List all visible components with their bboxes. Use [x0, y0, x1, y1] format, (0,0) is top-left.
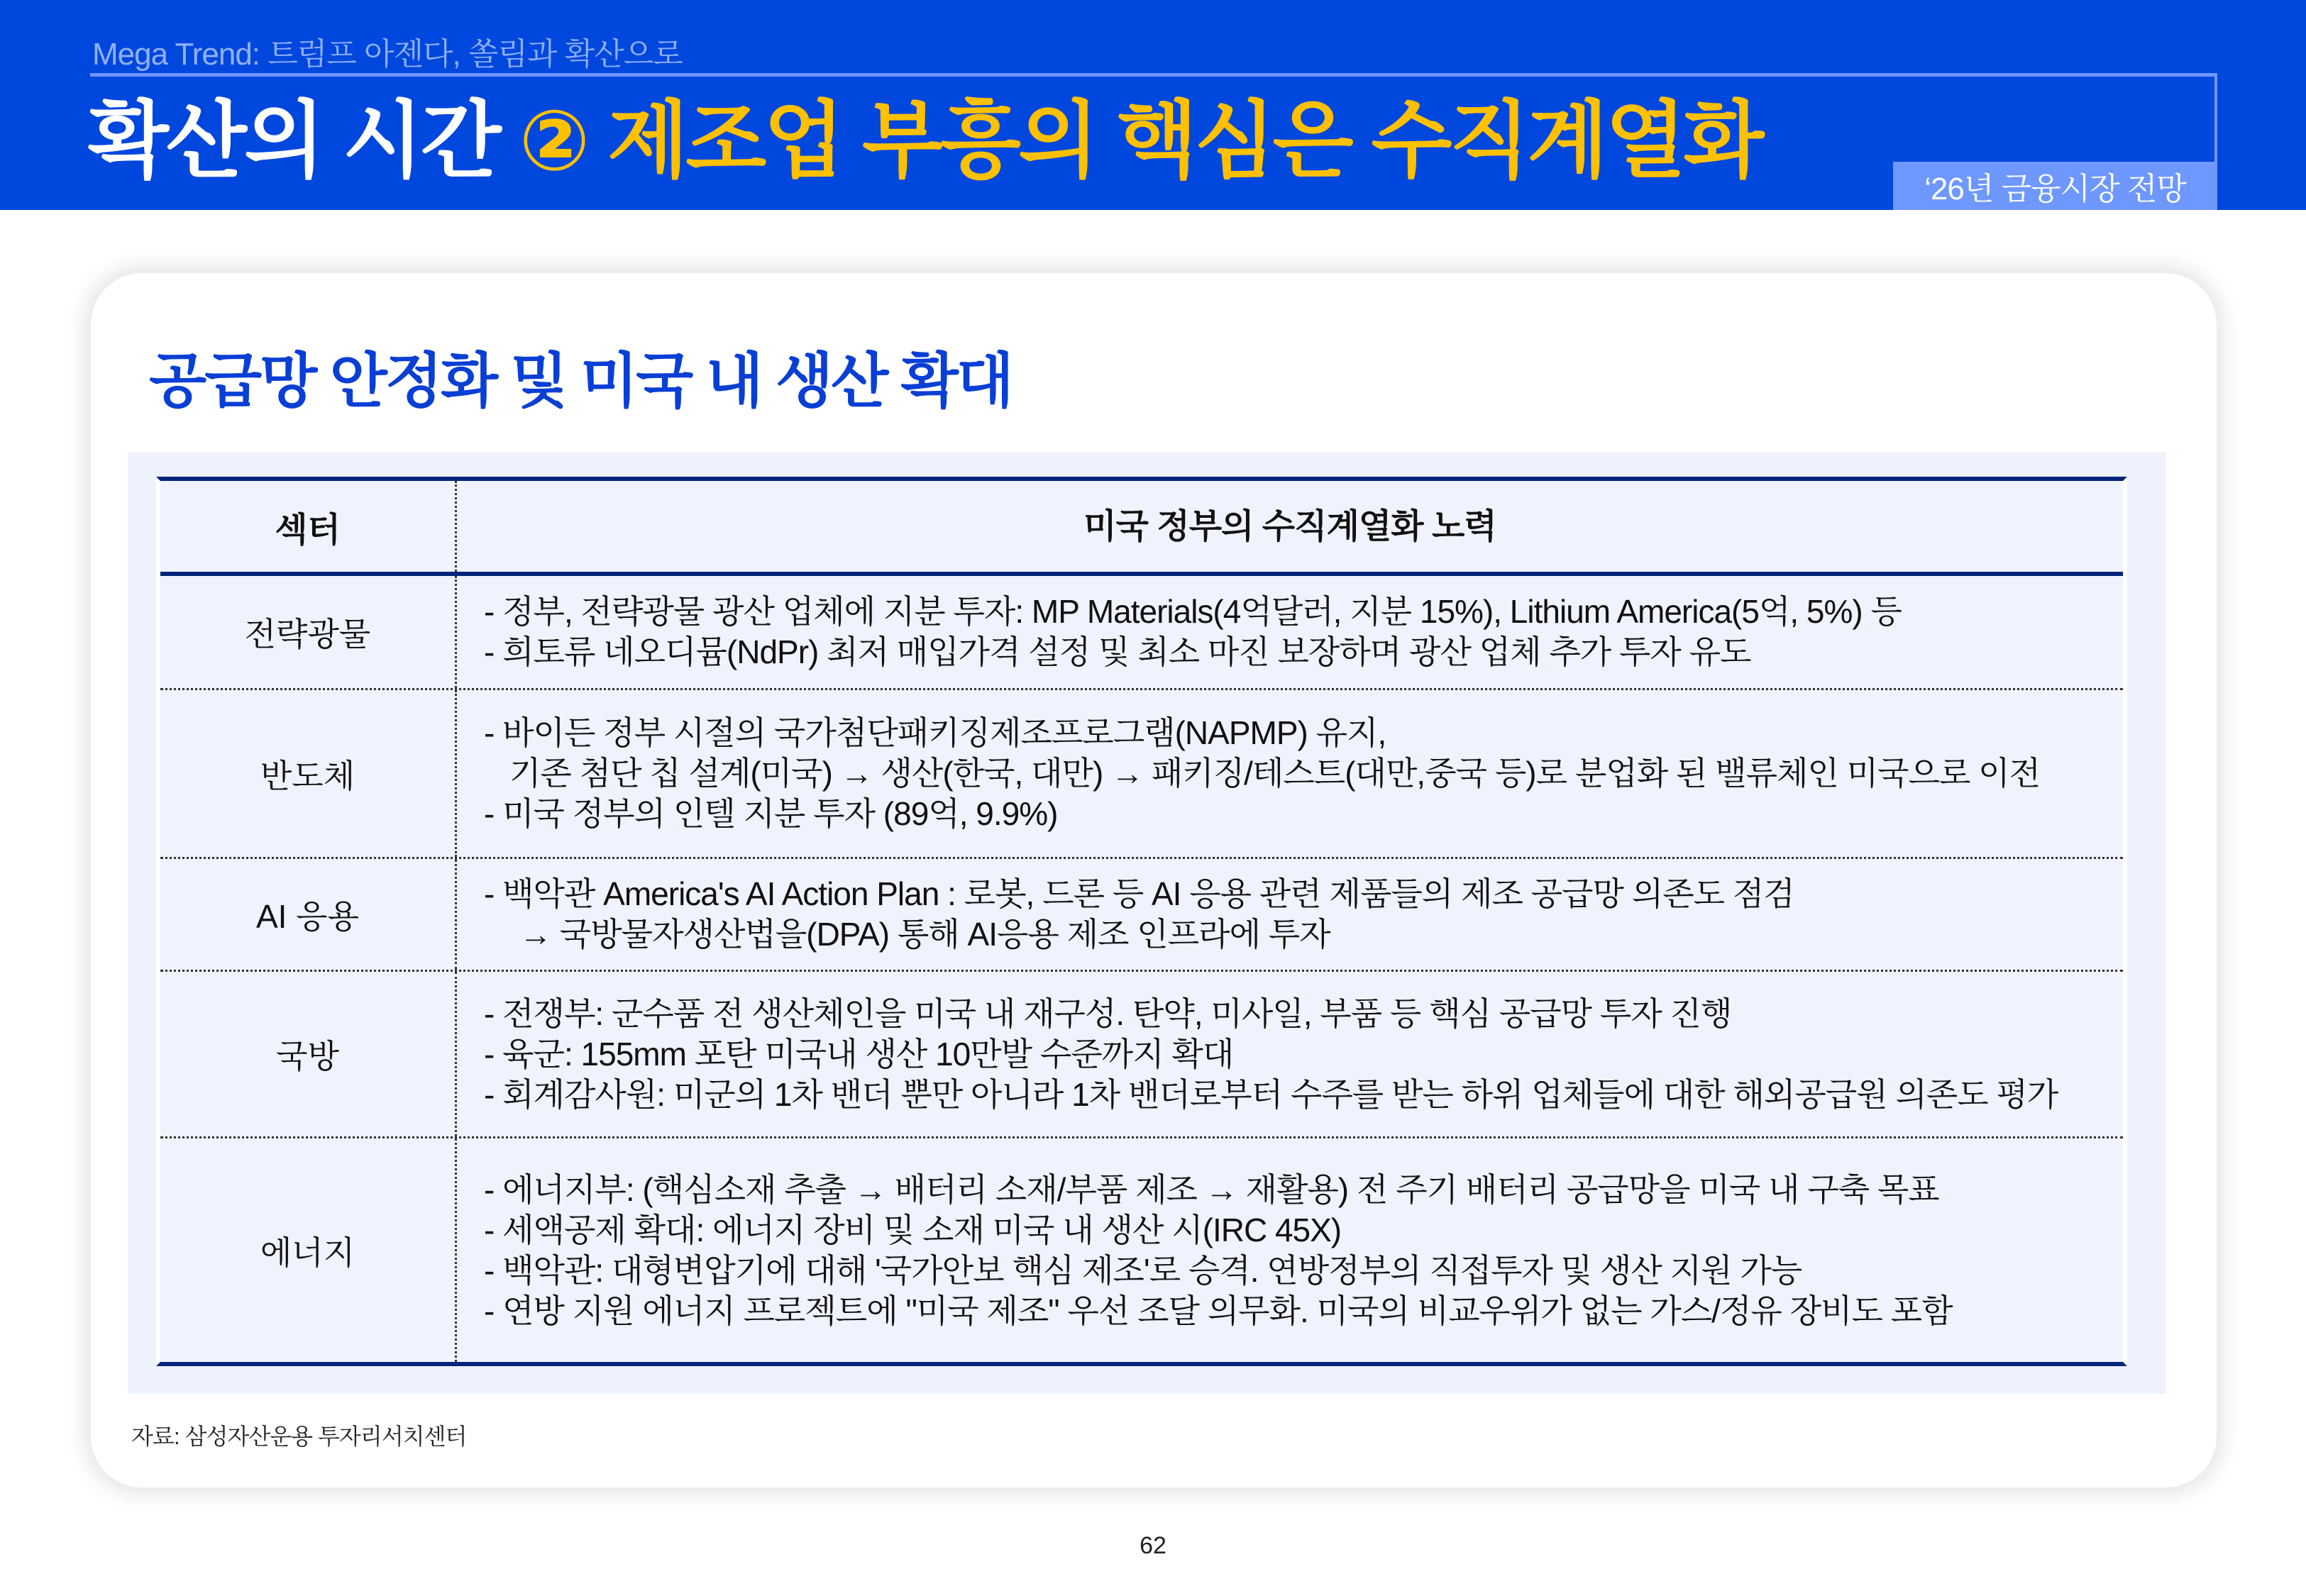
table-header-row: [160, 481, 2123, 576]
sector-cell: 에너지: [160, 1138, 457, 1362]
page-title-accent: ② 제조업 부흥의 핵심은 수직계열화: [519, 94, 1762, 188]
card-title: 공급망 안정화 및 미국 내 생산 확대: [149, 348, 1013, 414]
efforts-cell: [457, 972, 2123, 1136]
column-header-efforts-label: 미국 정부의 수직계열화 노력: [1083, 507, 1496, 545]
effort-line: - 세액공제 확대: 에너지 장비 및 소재 미국 내 생산 시(IRC 45X): [484, 1211, 1342, 1248]
effort-line: - 육군: 155mm 포탄 미국내 생산 10만발 수준까지 확대: [484, 1035, 1234, 1073]
effort-line: - 에너지부: (핵심소재 추출 → 배터리 소재/부품 제조 → 재활용) 전 주기 배터리 공급망을 미국 내 구축 목표: [484, 1170, 1939, 1208]
effort-line: - 연방 지원 에너지 프로젝트에 "미국 제조" 우선 조달 의무화. 미국의 비교우위가 없는 가스/정유 장비도 포함: [484, 1292, 1953, 1329]
report-tag: ‘26년 금융시장 전망: [1893, 162, 2217, 210]
header-divider-vertical: [2214, 73, 2217, 162]
efforts-cell: [457, 859, 2123, 970]
sector-cell: 반도체: [160, 690, 457, 857]
page-number: 62: [1140, 1532, 1166, 1559]
page-title: [88, 94, 1761, 190]
effort-line: 기존 첨단 칩 설계(미국) → 생산(한국, 대만) → 패키징/테스트(대만,중국 등)로 분업화 된 밸류체인 미국으로 이전: [509, 755, 2041, 792]
section-kicker: Mega Trend: 트럼프 아젠다, 쏠림과 확산으로: [92, 37, 683, 72]
column-header-efforts: [457, 481, 2123, 572]
table-row: [160, 688, 2123, 857]
effort-line: - 회계감사원: 미군의 1차 밴더 뿐만 아니라 1차 밴더로부터 수주를 받는 하위 업체들에 대한 해외공급원 의존도 평가: [484, 1075, 2058, 1113]
effort-line: - 미국 정부의 인텔 지분 투자 (89억, 9.9%): [484, 795, 1058, 832]
source-note: 자료: 삼성자산운용 투자리서치센터: [131, 1424, 467, 1449]
header-band: [0, 0, 2306, 210]
effort-line: - 백악관: 대형변압기에 대해 '국가안보 핵심 제조'로 승격. 연방정부의 직접투자 및 생산 지원 가능: [484, 1251, 1802, 1289]
header-divider: [90, 73, 2217, 77]
table-row: [160, 970, 2123, 1136]
table-row: [160, 857, 2123, 970]
table-row: [160, 576, 2123, 688]
efforts-cell: [457, 1138, 2123, 1362]
page-title-main: 확산의 시간: [88, 94, 519, 188]
efforts-cell: [457, 576, 2123, 688]
sector-cell: 국방: [160, 972, 457, 1136]
effort-line: - 백악관 America's AI Action Plan : 로봇, 드론 등 AI 응용 관련 제품들의 제조 공급망 의존도 점검: [484, 875, 1794, 912]
efforts-cell: [457, 690, 2123, 857]
sector-cell: AI 응용: [160, 859, 457, 970]
table-row: [160, 1136, 2123, 1362]
column-header-sector: 섹터: [160, 481, 457, 572]
effort-line: - 전쟁부: 군수품 전 생산체인을 미국 내 재구성. 탄약, 미사일, 부품 등 핵심 공급망 투자 진행: [484, 994, 1732, 1032]
effort-line: - 정부, 전략광물 광산 업체에 지분 투자: MP Materials(4억달러, 지분 15%), Lithium America(5억, 5%) 등: [484, 593, 1902, 630]
effort-line: - 바이든 정부 시절의 국가첨단패키징제조프로그램(NAPMP) 유지,: [484, 714, 1386, 751]
effort-line: → 국방물자생산법을(DPA) 통해 AI응용 제조 인프라에 투자: [519, 916, 1330, 953]
effort-line: - 희토류 네오디뮴(NdPr) 최저 매입가격 설정 및 최소 마진 보장하며 광산 업체 추가 투자 유도: [484, 633, 1751, 670]
vertical-integration-table: [156, 477, 2127, 1366]
sector-cell: 전략광물: [160, 576, 457, 688]
